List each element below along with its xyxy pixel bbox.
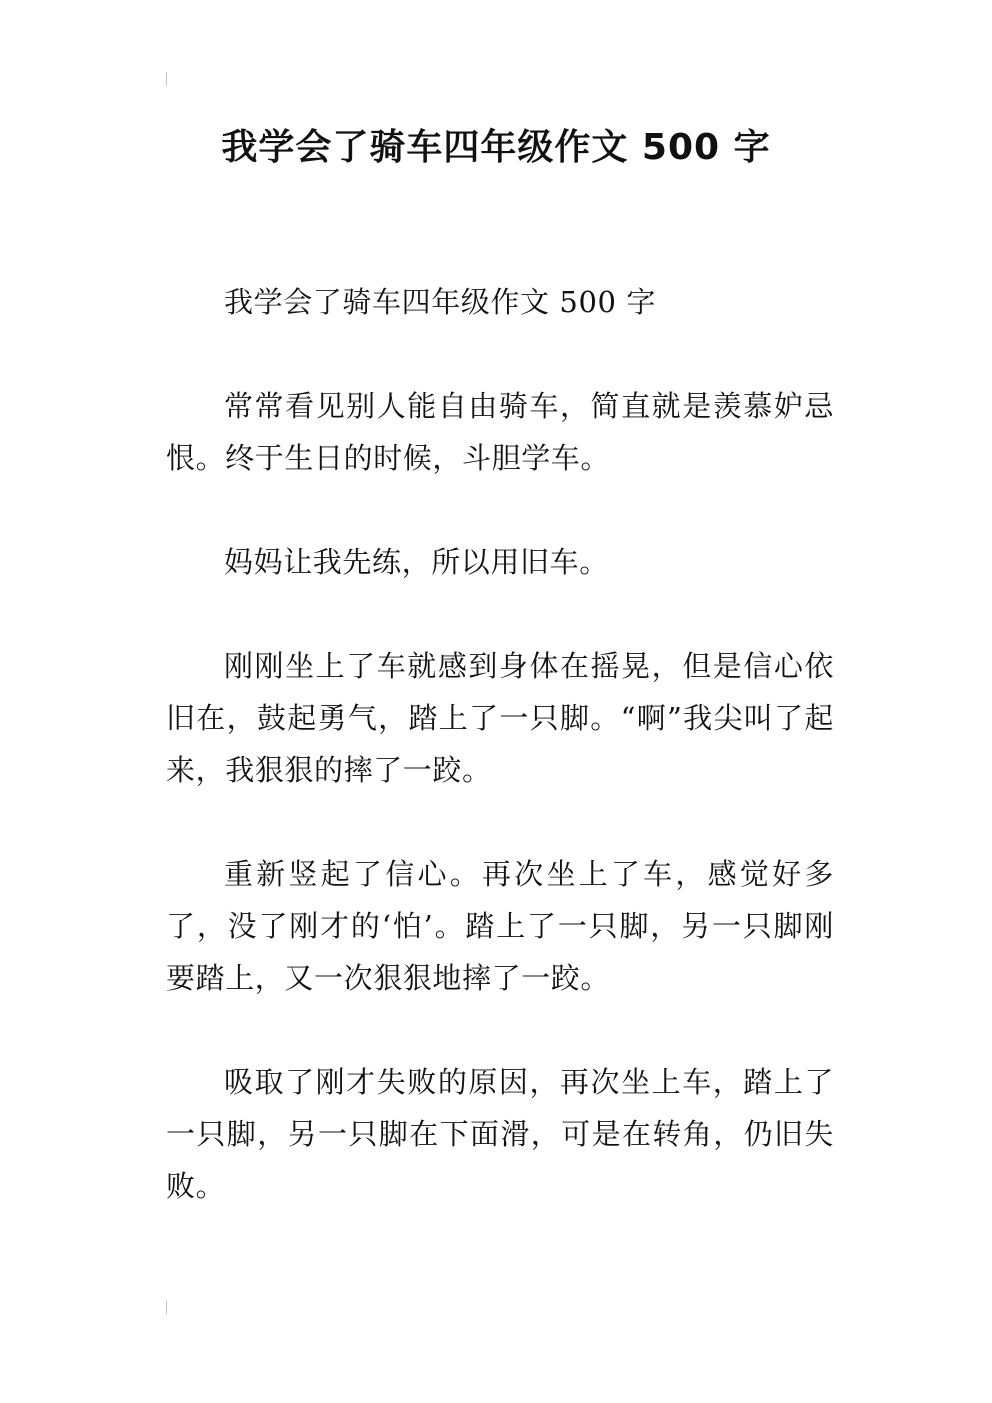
document-body bbox=[166, 276, 834, 1264]
page-corner-mark-top bbox=[166, 72, 167, 86]
paragraph: 刚刚坐上了车就感到身体在摇晃，但是信心依旧在，鼓起勇气，踏上了一只脚。“啊”我尖叫了起来，我狠狠的摔了一跤。 bbox=[166, 649, 834, 787]
paragraph: 妈妈让我先练，所以用旧车。 bbox=[224, 545, 609, 579]
paragraph: 吸取了刚才失败的原因，再次坐上车，踏上了一只脚，另一只脚在下面滑，可是在转角，仍旧失败。 bbox=[166, 1065, 834, 1203]
paragraph: 重新竖起了信心。再次坐上了车，感觉好多了，没了刚才的‘怕’。踏上了一只脚，另一只脚刚要踏上，又一次狠狠地摔了一跤。 bbox=[166, 857, 834, 995]
page-corner-mark-bottom bbox=[166, 1300, 167, 1314]
document-title: 我学会了骑车四年级作文 500 字 bbox=[221, 127, 771, 168]
paragraph-subtitle: 我学会了骑车四年级作文 500 字 bbox=[224, 285, 656, 319]
paragraph: 常常看见别人能自由骑车，简直就是羡慕妒忌恨。终于生日的时候，斗胆学车。 bbox=[166, 389, 834, 475]
